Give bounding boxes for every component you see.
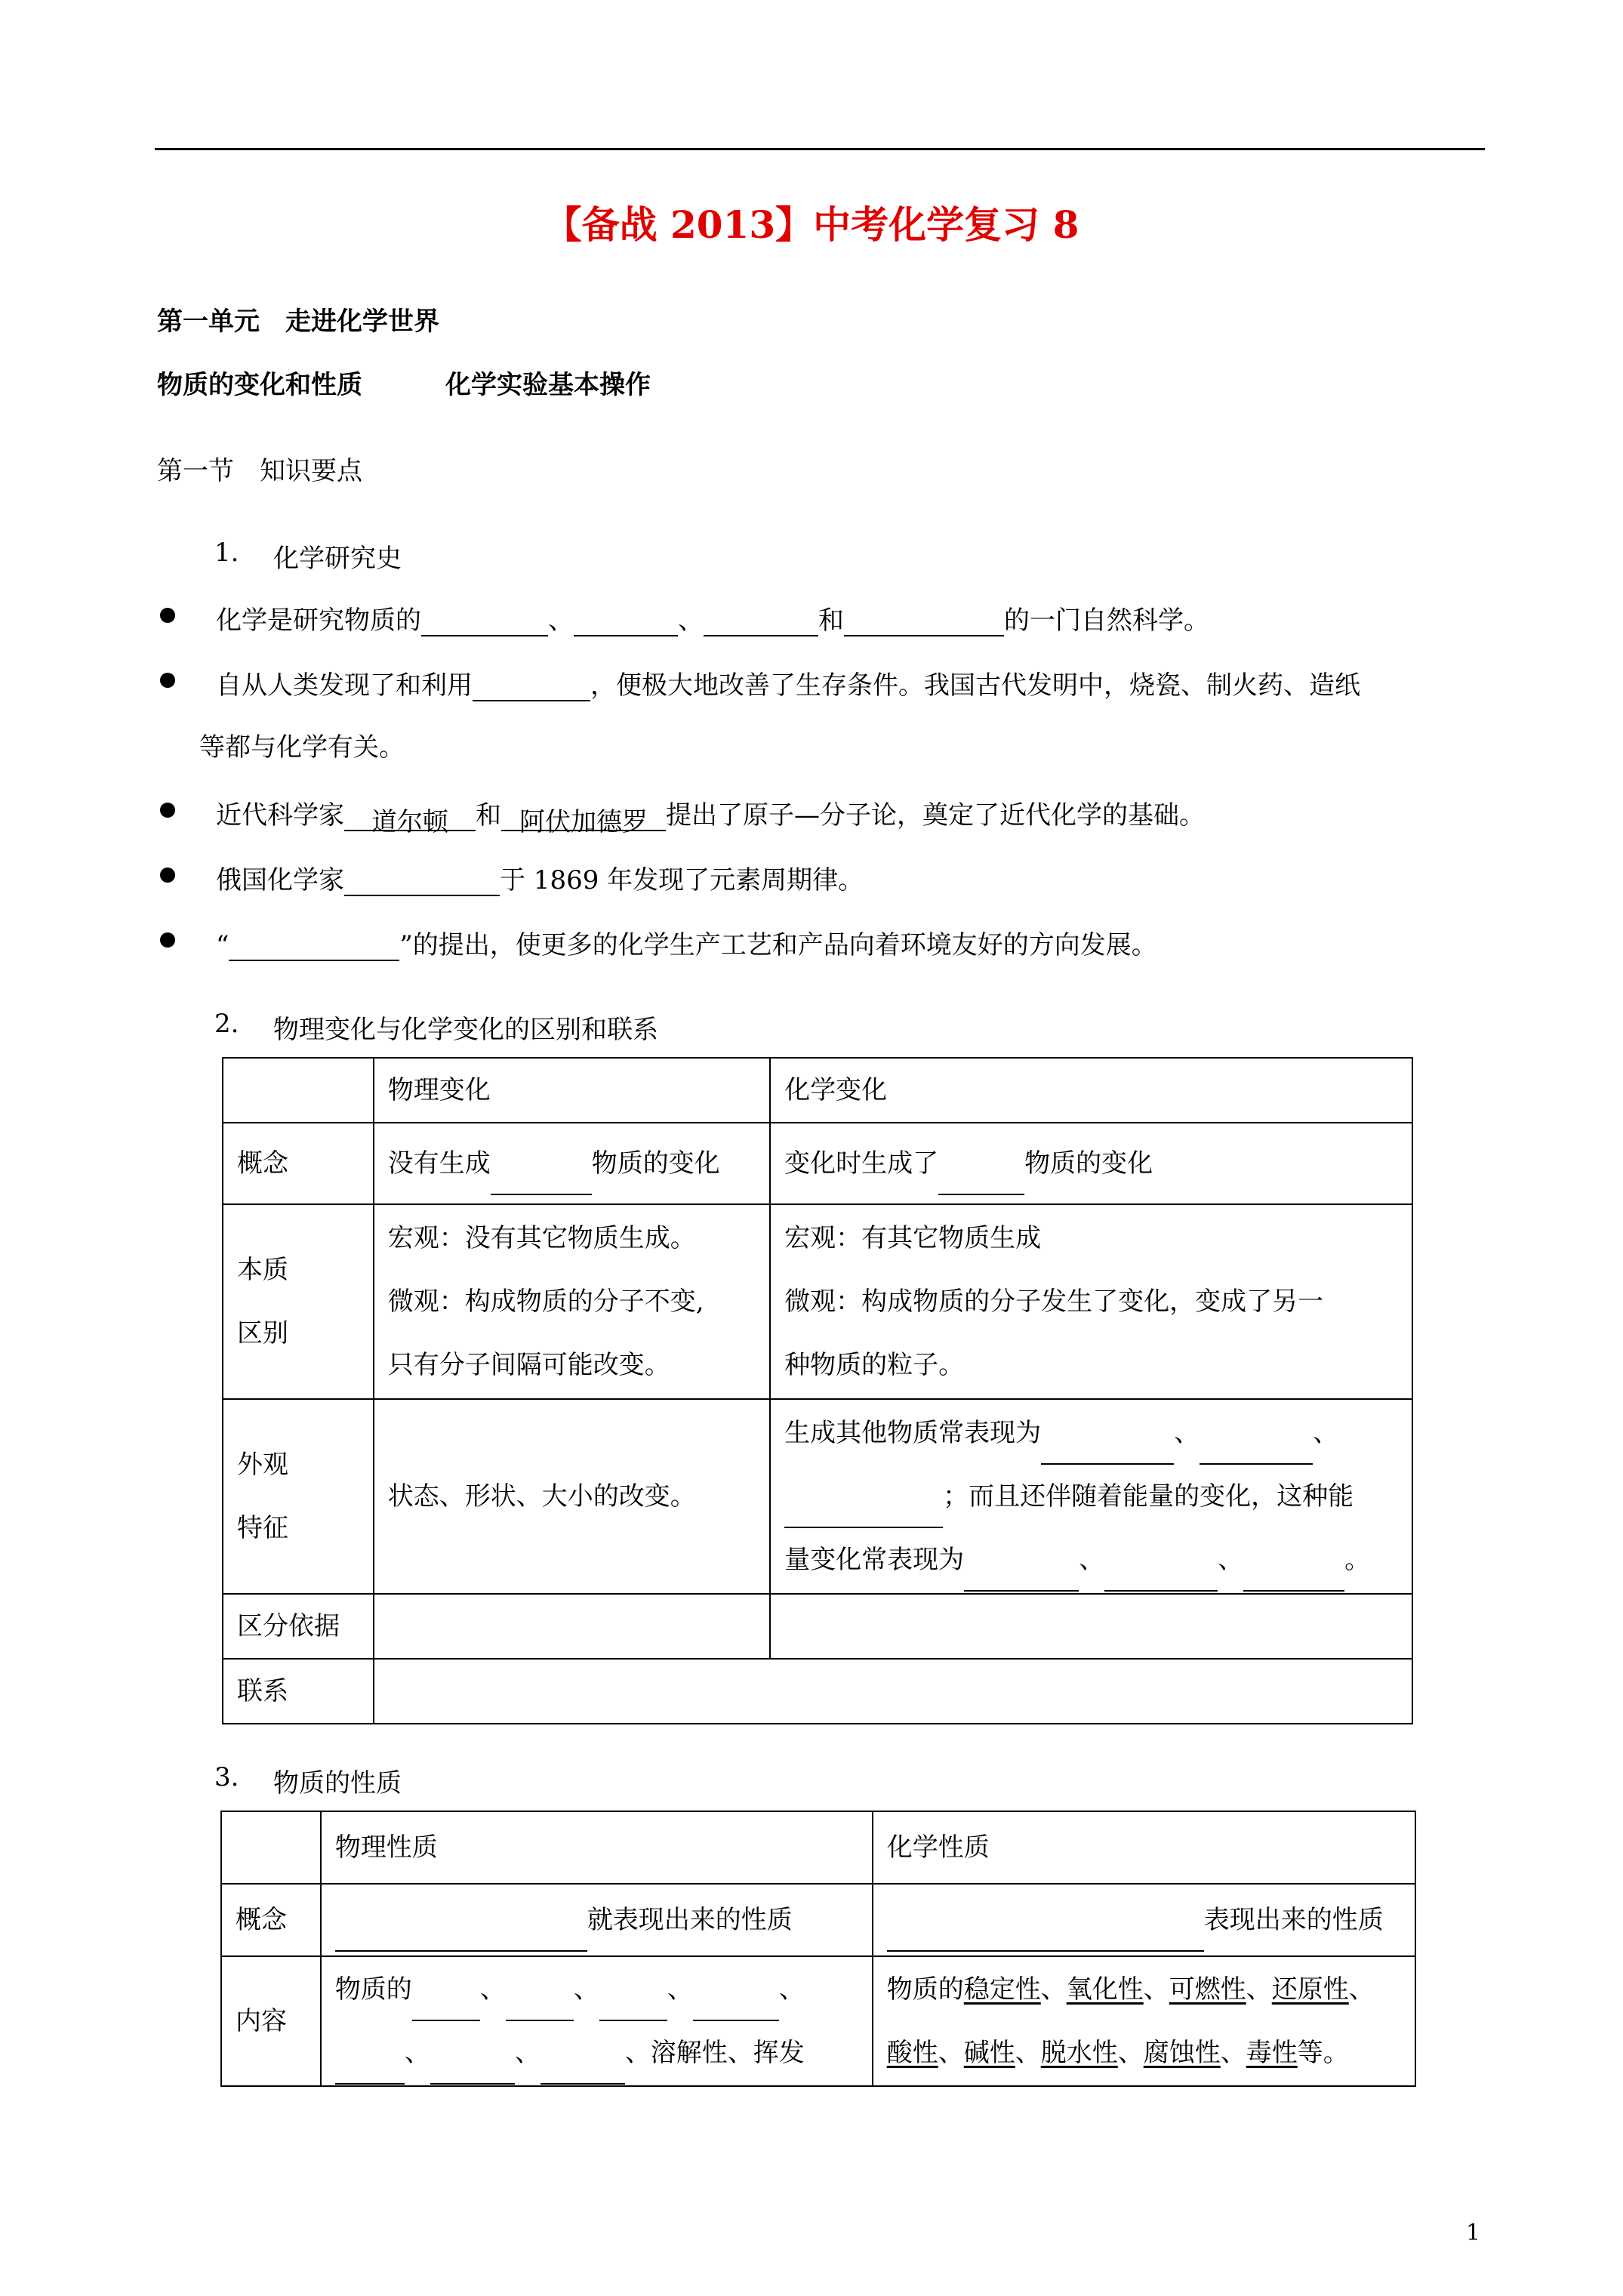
blank[interactable]: [412, 1991, 480, 2021]
bullet-icon: [160, 868, 175, 883]
physical-property-concept-cell: 就表现出来的性质: [321, 1884, 873, 1956]
blank[interactable]: [491, 1165, 592, 1195]
property-table: [220, 1811, 1416, 2087]
table-corner: [223, 1058, 374, 1123]
bullet-icon: [160, 673, 175, 688]
bullet-icon: [160, 932, 175, 948]
physical-essence-cell: 宏观：没有其它物质生成。 微观：构成物质的分子不变, 只有分子间隔可能改变。: [374, 1204, 770, 1399]
physical-appearance-cell: 状态、形状、大小的改变。: [374, 1399, 770, 1594]
bullet-2-continuation: 等都与化学有关。: [199, 732, 405, 763]
bullet-2-text: 自从人类发现了和利用 ，便极大地改善了生存条件。我国古代发明中，烧瓷、制火药、造纸: [216, 670, 1360, 701]
blank[interactable]: [938, 1165, 1024, 1195]
blank[interactable]: [704, 606, 818, 636]
page-title: 【备战 2013】中考化学复习 8: [544, 202, 1079, 247]
bullet-3-text: 近代科学家 道尔顿 和 阿伏加德罗 提出了原子—分子论，奠定了近代化学的基础。: [216, 800, 1205, 837]
chemical-property-content-cell: 物质的稳定性、氧化性、可燃性、还原性、 酸性、碱性、脱水性、腐蚀性、毒性等。: [873, 1956, 1415, 2086]
blank[interactable]: [1104, 1561, 1218, 1592]
sub-heading-operations: 化学实验基本操作: [445, 370, 651, 400]
page-number: 1: [1466, 2220, 1481, 2246]
chemical-basis-cell[interactable]: [770, 1594, 1412, 1659]
change-comparison-table: [222, 1057, 1413, 1724]
blank[interactable]: [421, 606, 548, 636]
physical-property-content-cell: 物质的 、 、 、 、 、 、 、溶解性、挥发: [321, 1956, 873, 2086]
blank[interactable]: [335, 1922, 587, 1952]
blank[interactable]: [844, 606, 1004, 636]
blank[interactable]: [540, 2054, 625, 2085]
bullet-icon: [160, 803, 175, 818]
relation-cell[interactable]: [374, 1659, 1412, 1724]
chemical-essence-cell: 宏观：有其它物质生成 微观：构成物质的分子发生了变化，变成了另一 种物质的粒子。: [770, 1204, 1412, 1399]
row-label-basis: 区分依据: [223, 1594, 374, 1659]
header-rule: [155, 148, 1485, 150]
blank[interactable]: [599, 1991, 667, 2021]
item3-number: 3.: [214, 1762, 239, 1792]
physical-concept-cell: 没有生成 物质的变化: [374, 1123, 770, 1204]
row-label-appearance: 外观 特征: [223, 1399, 374, 1594]
header-chemical-property: 化学性质: [873, 1811, 1415, 1884]
header-chemical-change: 化学变化: [770, 1058, 1412, 1123]
physical-basis-cell[interactable]: [374, 1594, 770, 1659]
blank[interactable]: [473, 671, 590, 701]
scientist-avogadro: 阿伏加德罗: [501, 801, 666, 831]
table-corner: [221, 1811, 321, 1884]
section-heading: 第一节 知识要点: [157, 456, 362, 486]
blank[interactable]: [344, 866, 500, 896]
item1-number: 1.: [214, 538, 239, 568]
blank[interactable]: [506, 1991, 574, 2021]
blank[interactable]: [887, 1922, 1204, 1952]
blank[interactable]: [229, 931, 399, 961]
sub-heading-properties: 物质的变化和性质: [157, 370, 362, 400]
bullet-icon: [160, 608, 175, 623]
blank[interactable]: [964, 1561, 1079, 1592]
blank[interactable]: [693, 1991, 779, 2021]
scientist-dalton: 道尔顿: [344, 801, 476, 831]
bullet-5-text: “ ”的提出，使更多的化学生产工艺和产品向着环境友好的方向发展。: [216, 930, 1157, 960]
row-label-relation: 联系: [223, 1659, 374, 1724]
blank[interactable]: [430, 2054, 515, 2085]
row-label-concept: 概念: [223, 1123, 374, 1204]
blank[interactable]: [1041, 1435, 1174, 1465]
blank[interactable]: [1243, 1561, 1344, 1592]
chemical-appearance-cell: 生成其他物质常表现为 、 、 ；而且还伴随着能量的变化，这种能 量变化常表现为 、 、 。: [770, 1399, 1412, 1594]
blank[interactable]: [574, 606, 678, 636]
item2-number: 2.: [214, 1009, 239, 1039]
item1-title: 化学研究史: [273, 544, 402, 574]
blank[interactable]: [335, 2054, 405, 2085]
item2-title: 物理变化与化学变化的区别和联系: [273, 1015, 658, 1045]
chemical-property-concept-cell: 表现出来的性质: [873, 1884, 1415, 1956]
row-label-essence: 本质 区别: [223, 1204, 374, 1399]
blank[interactable]: [1200, 1435, 1313, 1465]
bullet-1-text: 化学是研究物质的 、 、 和 的一门自然科学。: [216, 606, 1209, 636]
unit-heading: 第一单元 走进化学世界: [157, 307, 439, 337]
header-physical-change: 物理变化: [374, 1058, 770, 1123]
row-label-content: 内容: [221, 1956, 321, 2086]
chemical-concept-cell: 变化时生成了 物质的变化: [770, 1123, 1412, 1204]
header-physical-property: 物理性质: [321, 1811, 873, 1884]
bullet-4-text: 俄国化学家 于 1869 年发现了元素周期律。: [216, 865, 864, 895]
row-label-concept: 概念: [221, 1884, 321, 1956]
blank[interactable]: [784, 1498, 943, 1528]
item3-title: 物质的性质: [273, 1768, 402, 1798]
